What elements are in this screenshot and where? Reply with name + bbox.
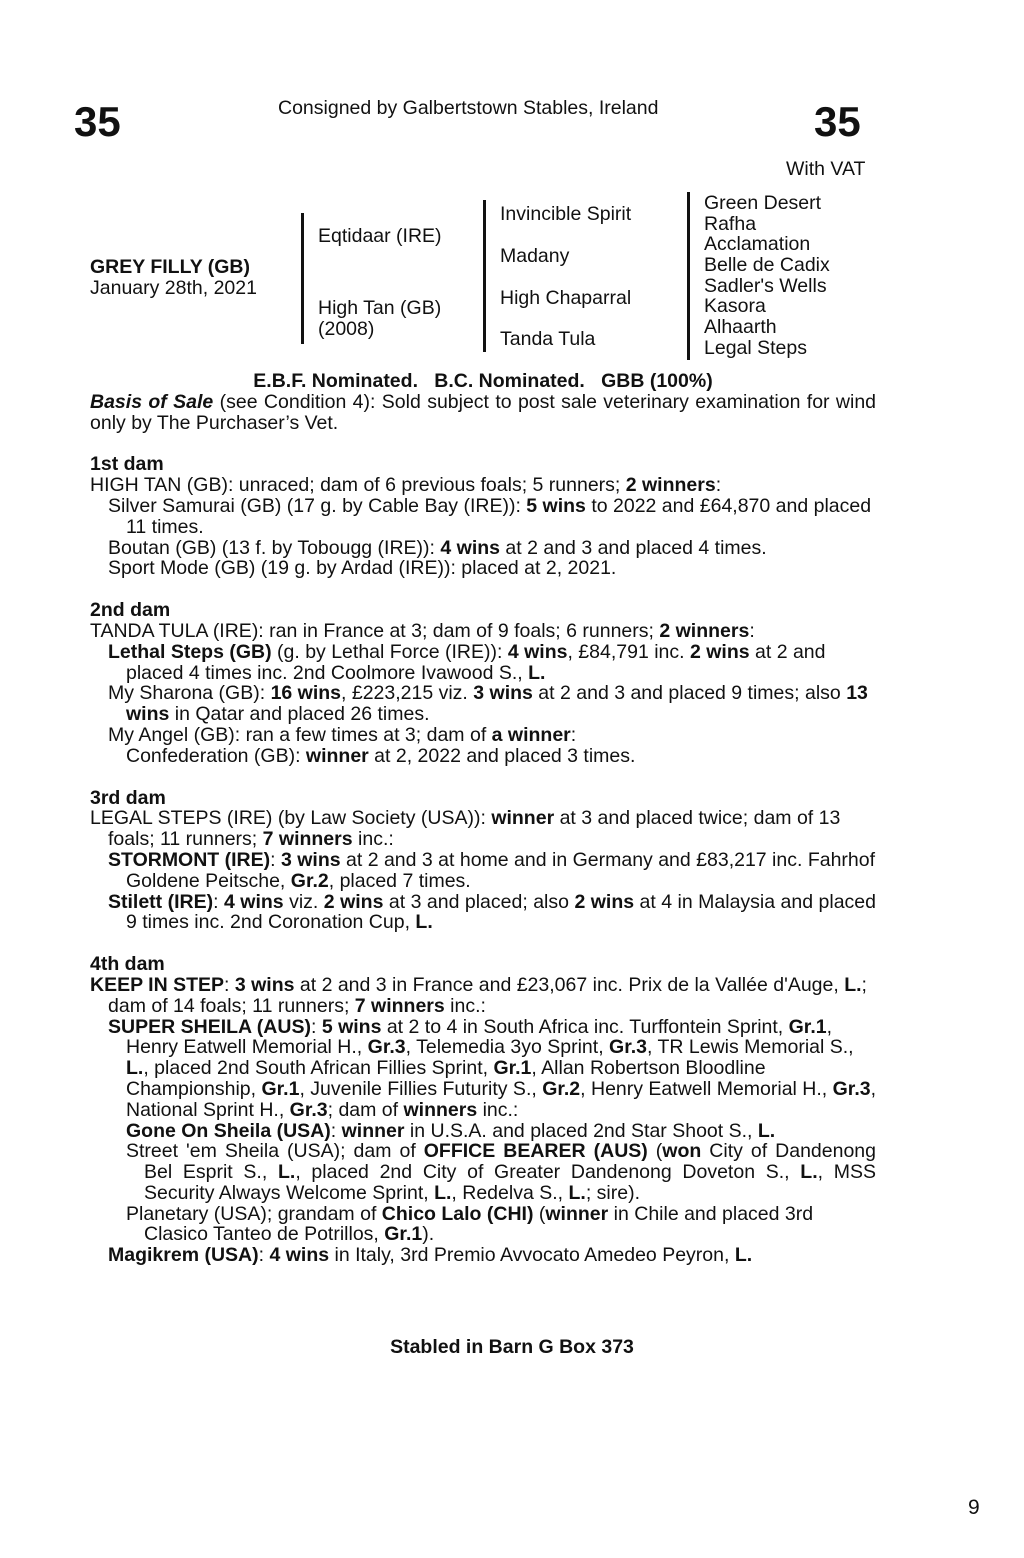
dam3-entry: STORMONT (IRE): 3 wins at 2 and 3 at home and in Germany and £83,217 inc. Fahrhof Goldene Peitsche, Gr.2, placed 7 times. bbox=[108, 848, 876, 892]
dam3-intro: LEGAL STEPS (IRE) (by Law Society (USA)): winner at 3 and placed twice; dam of 13 foals; 11 runners; 7 winners inc.: bbox=[90, 807, 841, 851]
dam2-entry: My Sharona (GB): 16 wins, £223,215 viz. 3 wins at 2 and 3 and placed 9 times; also 13 wins in Qatar and placed 26 times. bbox=[108, 682, 868, 726]
horse-foaled: January 28th, 2021 bbox=[90, 277, 257, 299]
great-grandparent: Kasora bbox=[704, 295, 766, 318]
great-grandparent: Rafha bbox=[704, 212, 757, 235]
dam4-subentry: Planetary (USA); grandam of Chico Lalo (CHI) (winner in Chile and placed 3rd Clasico Tanteo de Potrillos, Gr.1). bbox=[126, 1202, 814, 1246]
dam2-intro: TANDA TULA (IRE): ran in France at 3; dam of 9 foals; 6 runners; 2 winners: bbox=[90, 619, 755, 642]
dam2-entry: My Angel (GB): ran a few times at 3; dam of a winner: bbox=[108, 723, 577, 746]
basis-text: (see Condition 4): Sold subject to post sale veterinary examination for wind only by The Purchaser’s Vet. bbox=[90, 390, 877, 434]
lot-number-left: 35 bbox=[74, 98, 121, 145]
granddam-maternal: Tanda Tula bbox=[500, 328, 596, 350]
stabled-location: Stabled in Barn G Box 373 bbox=[390, 1336, 634, 1358]
dam3-entry: Stilett (IRE): 4 wins viz. 2 wins at 3 and placed; also 2 wins at 4 in Malaysia and placed 9 times inc. 2nd Coronation Cup, L. bbox=[108, 890, 876, 934]
great-grandparent: Legal Steps bbox=[704, 336, 807, 359]
dam2-entry: Lethal Steps (GB) (g. by Lethal Force (IRE)): 4 wins, £84,791 inc. 2 wins at 2 and placed 4 times inc. 2nd Coolmore Ivawood S., L. bbox=[108, 640, 826, 684]
pedigree-bracket-2 bbox=[483, 200, 486, 352]
lot-number-right: 35 bbox=[814, 98, 861, 145]
basis-label: Basis of Sale bbox=[90, 390, 214, 413]
dam1-entry: Sport Mode (GB) (19 g. by Ardad (IRE)): placed at 2, 2021. bbox=[108, 557, 617, 580]
great-grandparent: Sadler's Wells bbox=[704, 274, 827, 297]
great-grandparent: Green Desert bbox=[704, 192, 822, 214]
dam1-intro: HIGH TAN (GB): unraced; dam of 6 previous foals; 5 runners; 2 winners: bbox=[90, 474, 722, 497]
granddam-paternal: Madany bbox=[500, 245, 570, 267]
dam1-entry: Silver Samurai (GB) (17 g. by Cable Bay (IRE)): 5 wins to 2022 and £64,870 and placed 11 times. bbox=[108, 494, 872, 538]
great-grandparent: Belle de Cadix bbox=[704, 254, 830, 277]
horse-name: GREY FILLY (GB) bbox=[90, 256, 250, 278]
dam4-subentry: Street 'em Sheila (USA); dam of OFFICE BEARER (AUS) (won City of Dandenong Bel Esprit S., L., placed 2nd City of Greater Dandenong Doveton S., L., MSS Security Always Welcome Sprint, L., Redelva S., L.; sire). bbox=[126, 1140, 876, 1204]
great-grandparent: Acclamation bbox=[704, 233, 811, 256]
grandsire-maternal: High Chaparral bbox=[500, 287, 632, 309]
catalogue-body bbox=[90, 371, 876, 1266]
pedigree-bracket-3 bbox=[687, 192, 690, 360]
dam4-entry: SUPER SHEILA (AUS): 5 wins at 2 to 4 in South Africa inc. Turffontein Sprint, Gr.1, Henry Eatwell Memorial H., Gr.3, Telemedia 3yo Sprint, Gr.3, TR Lewis Memorial S., L., placed 2nd South African Fillies Sprint, Gr.1, Allan Robertson Bloodline Championship, Gr.1, Juvenile Fillies Futurity S., Gr.2, Henry Eatwell Memorial H., Gr.3, National Sprint H., Gr.3; dam of winners inc.: bbox=[108, 1015, 877, 1121]
dam4-entry: Magikrem (USA): 4 wins in Italy, 3rd Premio Avvocato Amedeo Peyron, L. bbox=[108, 1244, 753, 1267]
dam2-heading: 2nd dam bbox=[90, 599, 171, 622]
dam: High Tan (GB) bbox=[318, 297, 442, 319]
vat-note: With VAT bbox=[786, 158, 866, 180]
dam-year: (2008) bbox=[318, 318, 375, 340]
dam2-subentry: Confederation (GB): winner at 2, 2022 and placed 3 times. bbox=[126, 744, 636, 767]
dam1-entry: Boutan (GB) (13 f. by Tobougg (IRE)): 4 wins at 2 and 3 and placed 4 times. bbox=[108, 536, 767, 559]
pedigree-bracket-1 bbox=[301, 213, 304, 344]
dam1-heading: 1st dam bbox=[90, 453, 164, 476]
page-number: 9 bbox=[968, 1496, 980, 1519]
dam4-heading: 4th dam bbox=[90, 953, 165, 976]
dam4-subentry: Gone On Sheila (USA): winner in U.S.A. and placed 2nd Star Shoot S., L. bbox=[126, 1119, 776, 1142]
basis-of-sale bbox=[90, 392, 876, 434]
consignor: Consigned by Galbertstown Stables, Ireland bbox=[278, 97, 659, 119]
sire: Eqtidaar (IRE) bbox=[318, 225, 442, 247]
dam3-heading: 3rd dam bbox=[90, 786, 166, 809]
nominations: E.B.F. Nominated. B.C. Nominated. GBB (100%) bbox=[253, 370, 713, 392]
dam4-intro: KEEP IN STEP: 3 wins at 2 and 3 in France and £23,067 inc. Prix de la Vallée d'Auge, L.; dam of 14 foals; 11 runners; 7 winners inc.: bbox=[90, 973, 867, 1017]
grandsire-paternal: Invincible Spirit bbox=[500, 203, 632, 225]
great-grandparents bbox=[704, 193, 830, 359]
great-grandparent: Alhaarth bbox=[704, 316, 777, 339]
